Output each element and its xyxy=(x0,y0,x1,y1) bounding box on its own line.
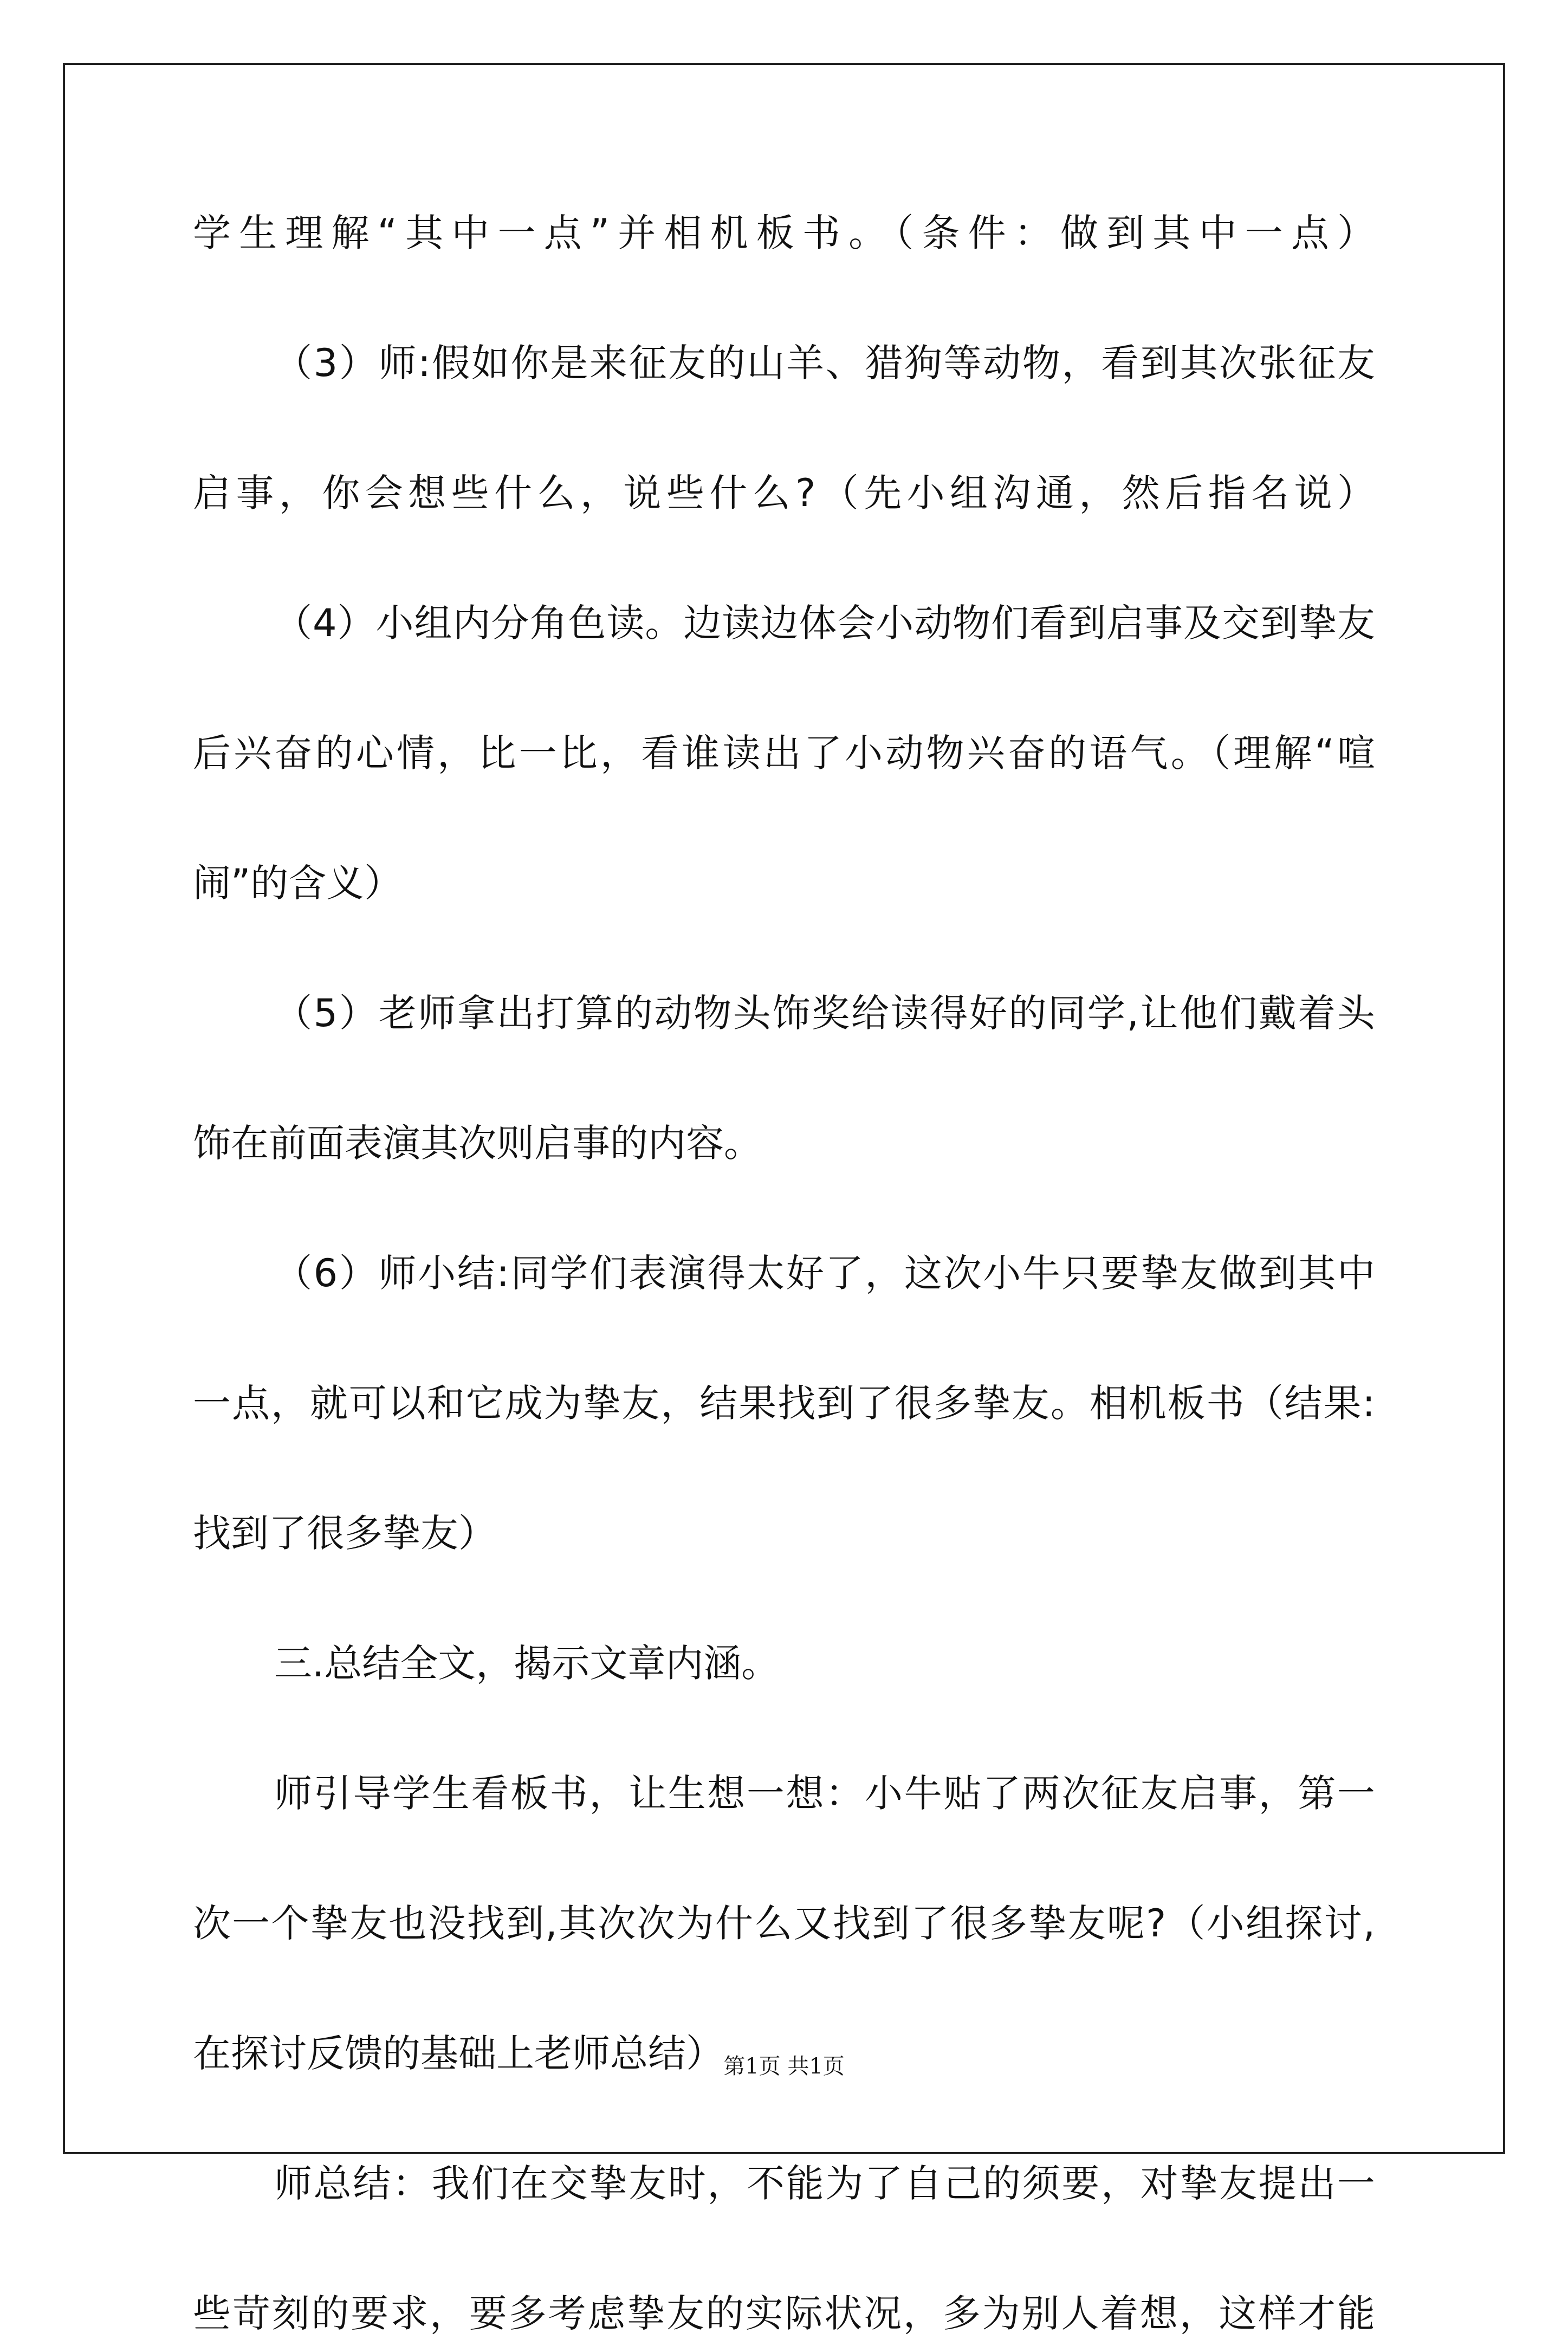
text-line: 一点，就可以和它成为挚友，结果找到了很多挚友。相机板书（结果: xyxy=(193,1381,1375,1425)
text-line: （6）师小结:同学们表演得太好了，这次小牛只要挚友做到其中 xyxy=(274,1251,1375,1295)
text-line: （3）师:假如你是来征友的山羊、猎狗等动物，看到其次张征友 xyxy=(274,341,1375,385)
section-heading: 三.总结全文，揭示文章内涵。 xyxy=(274,1641,780,1686)
text-line: （5）老师拿出打算的动物头饰奖给读得好的同学,让他们戴着头 xyxy=(274,991,1375,1035)
text-line: 师引导学生看板书，让生想一想：小牛贴了两次征友启事，第一 xyxy=(274,1771,1375,1816)
text-line: 师总结：我们在交挚友时，不能为了自己的须要，对挚友提出一 xyxy=(274,2161,1375,2206)
text-line: （4）小组内分角色读。边读边体会小动物们看到启事及交到挚友 xyxy=(274,601,1375,645)
page-footer: 第1页 共1页 xyxy=(723,2054,845,2079)
text-line: 些苛刻的要求，要多考虑挚友的实际状况，多为别人着想，这样才能 xyxy=(193,2291,1375,2336)
text-line: 学生理解“其中一点”并相机板书。（条件：做到其中一点） xyxy=(193,211,1375,255)
text-line: 在探讨反馈的基础上老师总结） xyxy=(193,2031,724,2076)
text-line: 次一个挚友也没找到,其次次为什么又找到了很多挚友呢?（小组探讨, xyxy=(193,1901,1375,1946)
text-line: 闹”的含义） xyxy=(193,861,403,905)
text-line: 饰在前面表演其次则启事的内容。 xyxy=(193,1121,762,1165)
text-line: 找到了很多挚友） xyxy=(193,1511,496,1556)
text-line: 启事，你会想些什么，说些什么?（先小组沟通，然后指名说） xyxy=(193,471,1375,515)
text-line: 后兴奋的心情，比一比，看谁读出了小动物兴奋的语气。（理解“喧 xyxy=(193,731,1375,775)
